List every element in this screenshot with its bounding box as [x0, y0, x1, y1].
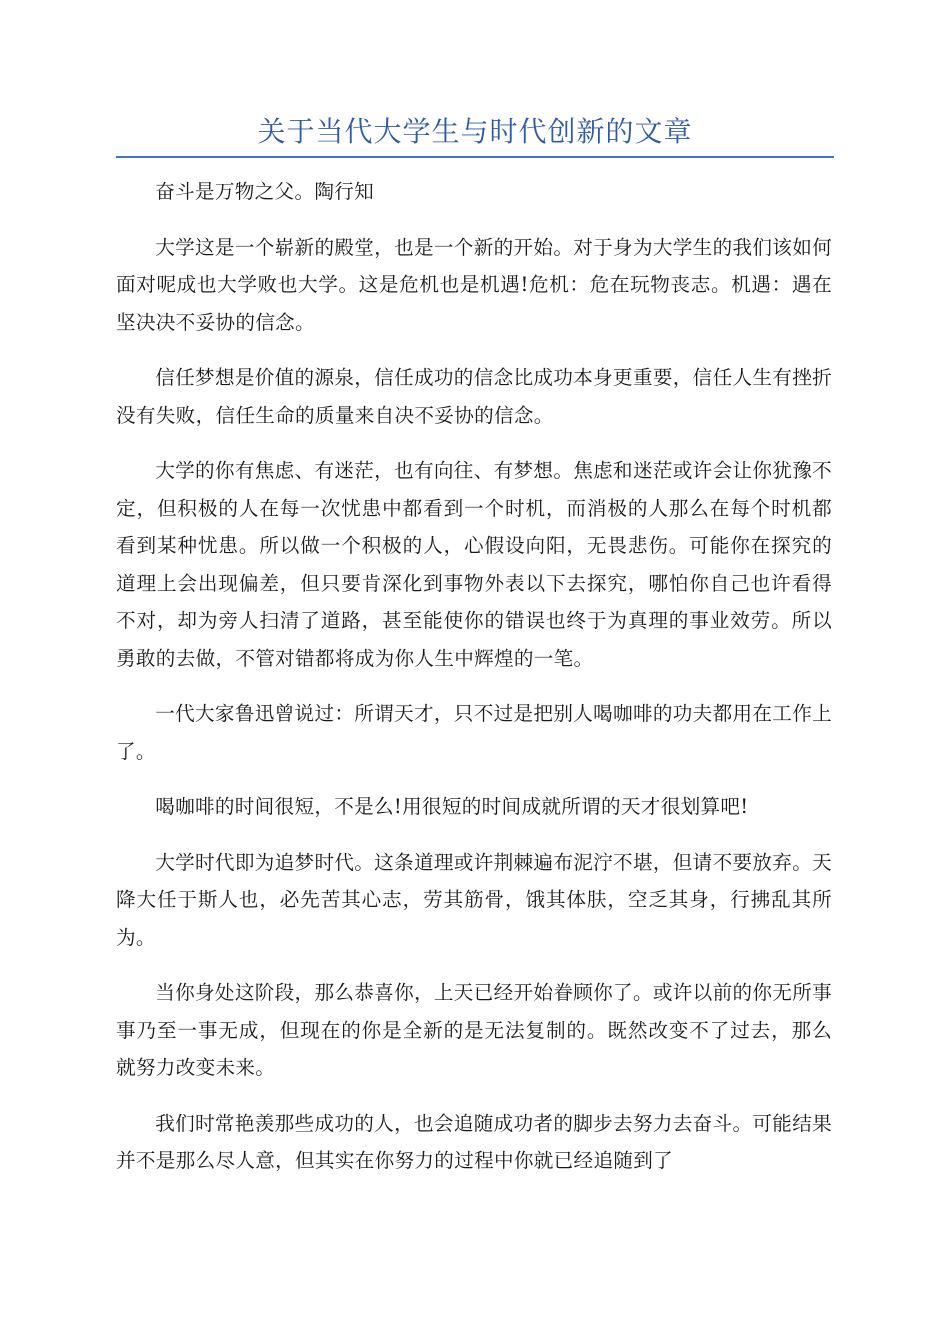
paragraph-4: 大学的你有焦虑、有迷茫，也有向往、有梦想。焦虑和迷茫或许会让你犹豫不定，但积极的人在每一次忧患中都看到一个时机，而消极的人那么在每个时机都看到某种忧患。所以做一个积极的人，心假设向阳，无畏悲伤。可能你在探究的道理上会出现偏差，但只要肯深化到事物外表以下去探究，哪怕你自己也许看得不对，却为旁人扫清了道路，甚至能使你的错误也终于为真理的事业效劳。所以勇敢的去做，不管对错都将成为你人生中辉煌的一笔。 [116, 459, 832, 670]
title-block [116, 112, 834, 158]
paragraph-2: 大学这是一个崭新的殿堂，也是一个新的开始。对于身为大学生的我们该如何面对呢成也大学败也大学。这是危机也是机遇!危机：危在玩物丧志。机遇：遇在坚决决不妥协的信念。 [116, 235, 832, 334]
paragraph-7: 大学时代即为追梦时代。这条道理或许荆棘遍布泥泞不堪，但请不要放弃。天降大任于斯人也，必先苦其心志，劳其筋骨，饿其体肤，空乏其身，行拂乱其所为。 [116, 850, 832, 949]
document-body [116, 173, 832, 1198]
paragraph-1: 奋斗是万物之父。陶行知 [155, 180, 375, 203]
paragraph-5: 一代大家鲁迅曾说过：所谓天才，只不过是把别人喝咖啡的功夫都用在工作上了。 [116, 702, 832, 763]
paragraph-6: 喝咖啡的时间很短，不是么!用很短的时间成就所谓的天才很划算吧! [155, 795, 749, 818]
paragraph-3: 信任梦想是价值的源泉，信任成功的信念比成功本身更重要，信任人生有挫折没有失败，信任生命的质量来自决不妥协的信念。 [116, 366, 832, 427]
paragraph-8: 当你身处这阶段，那么恭喜你，上天已经开始眷顾你了。或许以前的你无所事事乃至一事无成，但现在的你是全新的是无法复制的。既然改变不了过去，那么就努力改变未来。 [116, 981, 832, 1079]
page-title: 关于当代大学生与时代创新的文章 [257, 115, 693, 148]
paragraph-9: 我们时常艳羡那些成功的人，也会追随成功者的脚步去努力去奋斗。可能结果并不是那么尽人意，但其实在你努力的过程中你就已经追随到了 [116, 1111, 832, 1172]
